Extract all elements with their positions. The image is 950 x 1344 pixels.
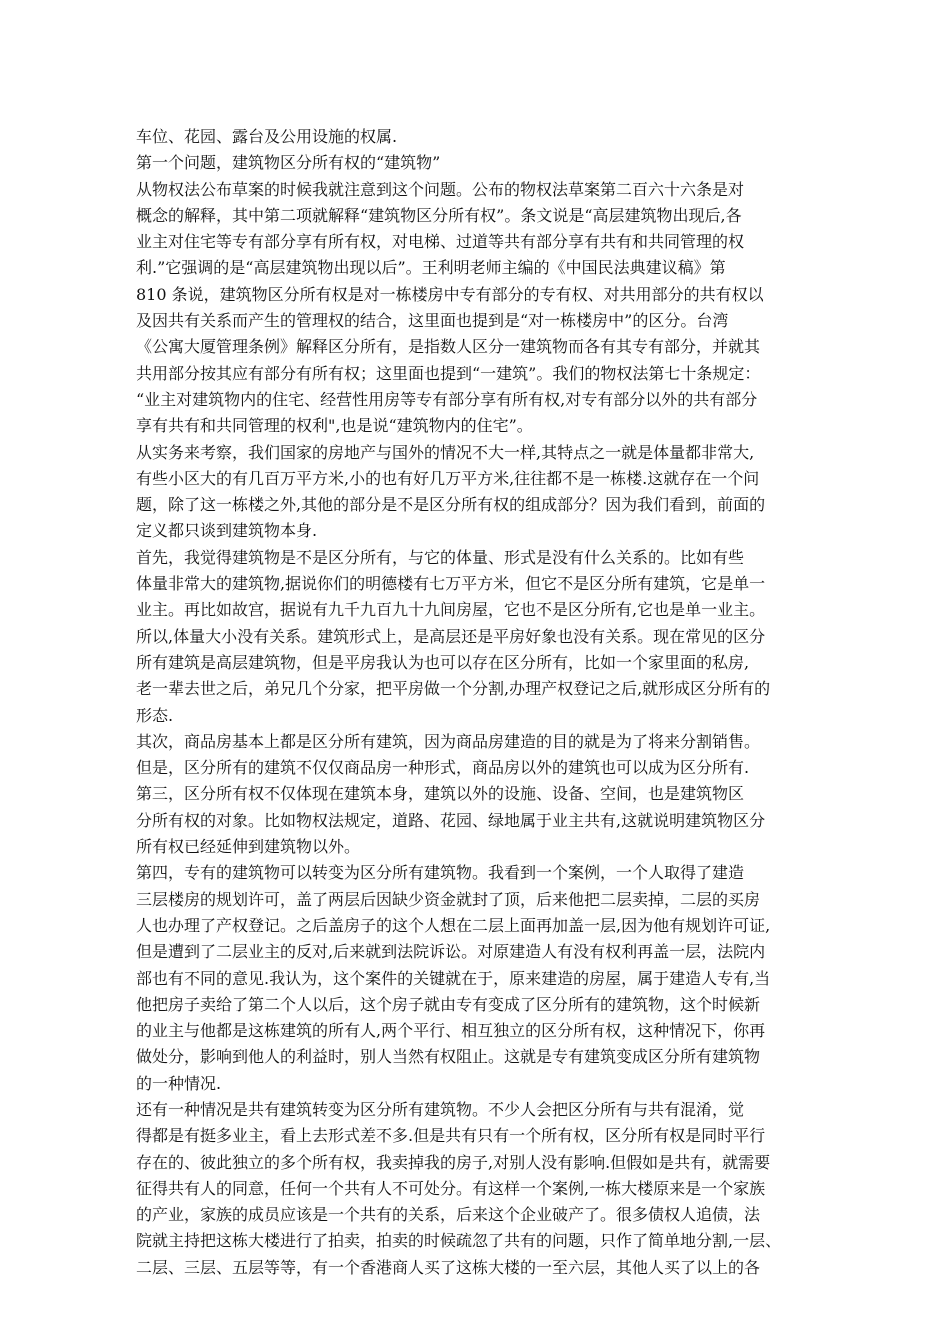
text-line: 三层楼房的规划许可，盖了两层后因缺少资金就封了顶，后来他把二层卖掉，二层的买房 bbox=[136, 889, 761, 909]
text-line: 做处分，影响到他人的利益时，别人当然有权阻止。这就是专有建筑变成区分所有建筑物 bbox=[136, 1047, 761, 1067]
text-line: 得都是有挺多业主，看上去形式差不多.但是共有只有一个所有权，区分所有权是同时平行 bbox=[136, 1126, 766, 1146]
text-line: 《公寓大厦管理条例》解释区分所有，是指数人区分一建筑物而各有其专有部分，并就其 bbox=[136, 337, 761, 357]
text-line: 分所有权的对象。比如物权法规定，道路、花园、绿地属于业主共有,这就说明建筑物区分 bbox=[136, 810, 766, 830]
paragraph-p3 bbox=[136, 440, 816, 545]
document-body bbox=[136, 124, 816, 1281]
text-line: 题，除了这一栋楼之外,其他的部分是不是区分所有权的组成部分？因为我们看到，前面的 bbox=[136, 495, 766, 515]
text-line: 概念的解释，其中第二项就解释“建筑物区分所有权”。条文说是“高层建筑物出现后,各 bbox=[136, 205, 742, 225]
text-line: “业主对建筑物内的住宅、经营性用房等专有部分享有所有权,对专有部分以外的共有部分 bbox=[136, 389, 758, 409]
text-line: 810 条说，建筑物区分所有权是对一栋楼房中专有部分的专有权、对共用部分的共有权以 bbox=[136, 284, 764, 304]
text-line: 形态. bbox=[136, 705, 174, 725]
text-line: 老一辈去世之后，弟兄几个分家，把平房做一个分割,办理产权登记之后,就形成区分所有的 bbox=[136, 679, 771, 699]
text-line: 从物权法公布草案的时候我就注意到这个问题。公布的物权法草案第二百六十六条是对 bbox=[136, 179, 745, 199]
text-line: 车位、花园、露台及公用设施的权属. bbox=[136, 127, 398, 146]
text-line: 首先，我觉得建筑物是不是区分所有，与它的体量、形式是没有什么关系的。比如有些 bbox=[136, 547, 745, 567]
text-line: 有些小区大的有几百万平方米,小的也有好几万平方米,往往都不是一栋楼.这就存在一个问 bbox=[136, 468, 760, 488]
text-line: 业主对住宅等专有部分享有所有权，对电梯、过道等共有部分享有共有和共同管理的权 bbox=[136, 232, 745, 252]
text-line: 的业主与他都是这栋建筑的所有人,两个平行、相互独立的区分所有权，这种情况下，你再 bbox=[136, 1021, 766, 1041]
text-line: 征得共有人的同意，任何一个共有人不可处分。有这样一个案例,一栋大楼原来是一个家族 bbox=[136, 1178, 766, 1198]
text-line: 的一种情况. bbox=[136, 1073, 222, 1093]
text-line: 还有一种情况是共有建筑转变为区分所有建筑物。不少人会把区分所有与共有混淆，觉 bbox=[136, 1099, 745, 1119]
text-line: 从实务来考察，我们国家的房地产与国外的情况不大一样,其特点之一就是体量都非常大, bbox=[136, 442, 755, 462]
text-line: 第一个问题，建筑物区分所有权的“建筑物” bbox=[136, 153, 441, 173]
text-line: 第三，区分所有权不仅体现在建筑本身，建筑以外的设施、设备、空间，也是建筑物区 bbox=[136, 784, 745, 804]
text-line: 共用部分按其应有部分有所有权；这里面也提到“一建筑”。我们的物权法第七十条规定： bbox=[136, 363, 761, 383]
text-line: 但是遭到了二层业主的反对,后来就到法院诉讼。对原建造人有没有权利再盖一层，法院内 bbox=[136, 942, 766, 962]
text-line: 院就主持把这栋大楼进行了拍卖，拍卖的时候疏忽了共有的问题，只作了简单地分割,一层、 bbox=[136, 1231, 782, 1251]
text-line: 及因共有关系而产生的管理权的结合，这里面也提到是“对一栋楼房中”的区分。台湾 bbox=[136, 311, 729, 331]
paragraph-p2 bbox=[136, 177, 816, 440]
text-line: 但是，区分所有的建筑不仅仅商品房一种形式，商品房以外的建筑也可以成为区分所有. bbox=[136, 758, 750, 778]
text-line: 所有权已经延伸到建筑物以外。 bbox=[136, 837, 361, 857]
paragraph-p7 bbox=[136, 860, 816, 1097]
text-line: 他把房子卖给了第二个人以后，这个房子就由专有变成了区分所有的建筑物，这个时候新 bbox=[136, 994, 761, 1014]
paragraph-p4 bbox=[136, 545, 816, 729]
text-line: 人也办理了产权登记。之后盖房子的这个人想在二层上面再加盖一层,因为他有规划许可证, bbox=[136, 915, 771, 935]
text-line: 所以,体量大小没有关系。建筑形式上，是高层还是平房好象也没有关系。现在常见的区分 bbox=[136, 626, 766, 646]
paragraph-p6 bbox=[136, 781, 816, 860]
text-line: 业主。再比如故宫，据说有九千九百九十九间房屋，它也不是区分所有,它也是单一业主。 bbox=[136, 600, 766, 620]
paragraph-p0 bbox=[136, 124, 816, 150]
text-line: 部也有不同的意见.我认为，这个案件的关键就在于，原来建造的房屋，属于建造人专有,当 bbox=[136, 968, 771, 988]
text-line: 享有共有和共同管理的权利",也是说“建筑物内的住宅”。 bbox=[136, 416, 533, 436]
paragraph-p5 bbox=[136, 729, 816, 782]
paragraph-p1 bbox=[136, 150, 816, 176]
text-line: 的产业，家族的成员应该是一个共有的关系，后来这个企业破产了。很多债权人追债，法 bbox=[136, 1205, 761, 1225]
text-line: 利.”它强调的是“高层建筑物出现以后”。王利明老师主编的《中国民法典建议稿》第 bbox=[136, 258, 726, 278]
text-line: 第四，专有的建筑物可以转变为区分所有建筑物。我看到一个案例，一个人取得了建造 bbox=[136, 863, 745, 883]
text-line: 二层、三层、五层等等，有一个香港商人买了这栋大楼的一至六层，其他人买了以上的各 bbox=[136, 1257, 761, 1277]
text-line: 定义都只谈到建筑物本身. bbox=[136, 521, 318, 541]
paragraph-p8 bbox=[136, 1097, 816, 1281]
text-line: 体量非常大的建筑物,据说你们的明德楼有七万平方米，但它不是区分所有建筑，它是单一 bbox=[136, 574, 766, 594]
text-line: 存在的、彼此独立的多个所有权，我卖掉我的房子,对别人没有影响.但假如是共有，就需要 bbox=[136, 1152, 771, 1172]
text-line: 所有建筑是高层建筑物，但是平房我认为也可以存在区分所有，比如一个家里面的私房, bbox=[136, 652, 750, 672]
text-line: 其次，商品房基本上都是区分所有建筑，因为商品房建造的目的就是为了将来分割销售。 bbox=[136, 731, 761, 751]
